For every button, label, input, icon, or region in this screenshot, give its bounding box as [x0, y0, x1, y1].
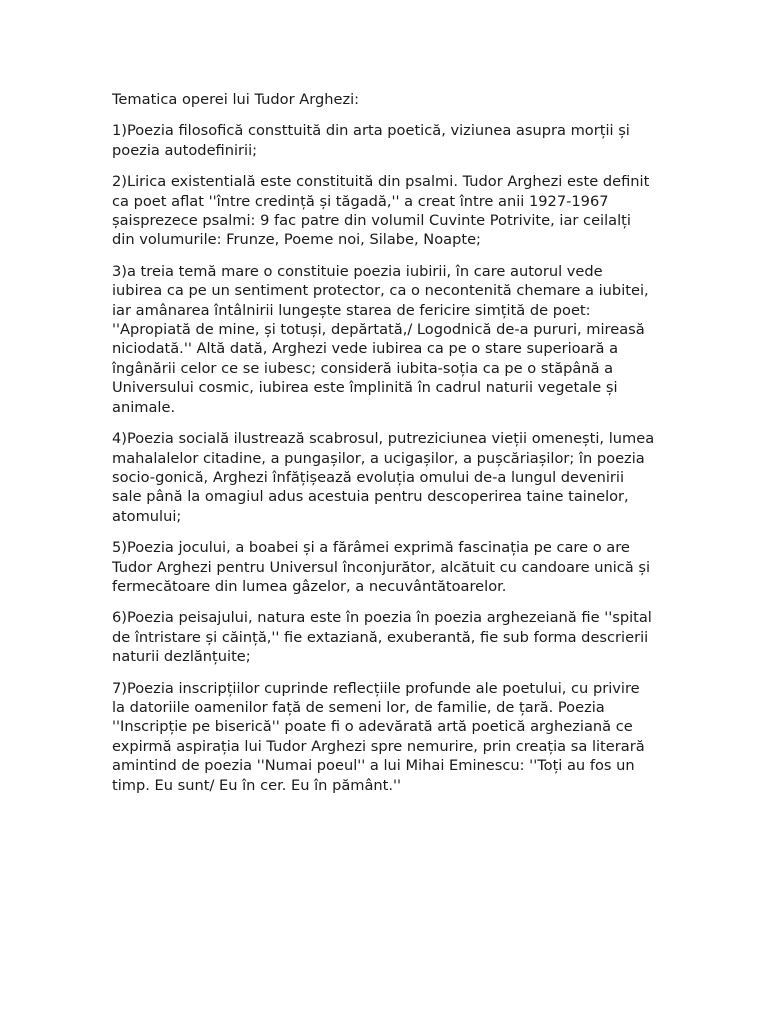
paragraph-4: 4)Poezia socială ilustrează scabrosul, putreziciunea vieții omenești, lumea mahalalelor citadine, a pungașilor, a ucigașilor, a pușcăriașilor; în poezia socio-gonică, Arghezi înfățișează evoluția omului de-a lungul devenirii sale până la omagiul adus acestuia pentru descoperirea taine tainelor, atomului;: [112, 430, 655, 525]
document-body: [112, 90, 657, 807]
paragraph-7: 7)Poezia inscripțiilor cuprinde reflecțiile profunde ale poetului, cu privire la datoriile oamenilor față de semeni lor, de familie, de țară. Poezia ''Inscripție pe biserică'' poate fi o adevărată artă poetică argheziană ce expirmă aspirația lui Tudor Arghezi spre nemurire, prin creația sa literară amintind de poezia ''Numai poeul'' a lui Mihai Eminescu: ''Toți au fos un timp. Eu sunt/ Eu în cer. Eu în pământ.'': [112, 679, 645, 794]
document-title: Tematica operei lui Tudor Arghezi:: [112, 91, 360, 108]
paragraph-6: 6)Poezia peisajului, natura este în poezia în poezia arghezeiană fie ''spital de întristare și căință,'' fie extaziană, exuberantă, fie sub forma descrierii naturii dezlănțuite;: [112, 609, 652, 666]
paragraph-2: 2)Lirica existentială este constituită din psalmi. Tudor Arghezi este definit ca poet aflat ''între credință și tăgadă,'' a creat între anii 1927-1967 șaisprezece psalmi: 9 fac patre din volumil Cuvinte Potrivite, iar ceilalți din volumurile: Frunze, Poeme noi, Silabe, Noapte;: [112, 173, 650, 249]
paragraph-3: 3)a treia temă mare o constituie poezia iubirii, în care autorul vede iubirea ca pe un sentiment protector, ca o necontenită chemare a iubitei, iar amânarea întâlnirii lungește starea de fericire simțită de poet: ''Apropiată de mine, și totuși, depărtată,/ Logodnică de-a pururi, mireasă niciodată.'' Altă dată, Arghezi vede iubirea ca pe o stare superioară a îngânării celor ce se iubesc; consideră iubita-soția ca pe o stăpână a Universului cosmic, iubirea este împlinită în cadrul naturii vegetale și animale.: [112, 262, 649, 416]
paragraph-1: 1)Poezia filosofică consttuită din arta poetică, viziunea asupra morții și poezia autodefinirii;: [112, 122, 630, 159]
paragraph-5: 5)Poezia jocului, a boabei și a fărâmei exprimă fascinația pe care o are Tudor Arghezi pentru Universul înconjurător, alcătuit cu candoare unică și fermecătoare din lumea gâzelor, a necuvântătoarelor.: [112, 539, 651, 595]
